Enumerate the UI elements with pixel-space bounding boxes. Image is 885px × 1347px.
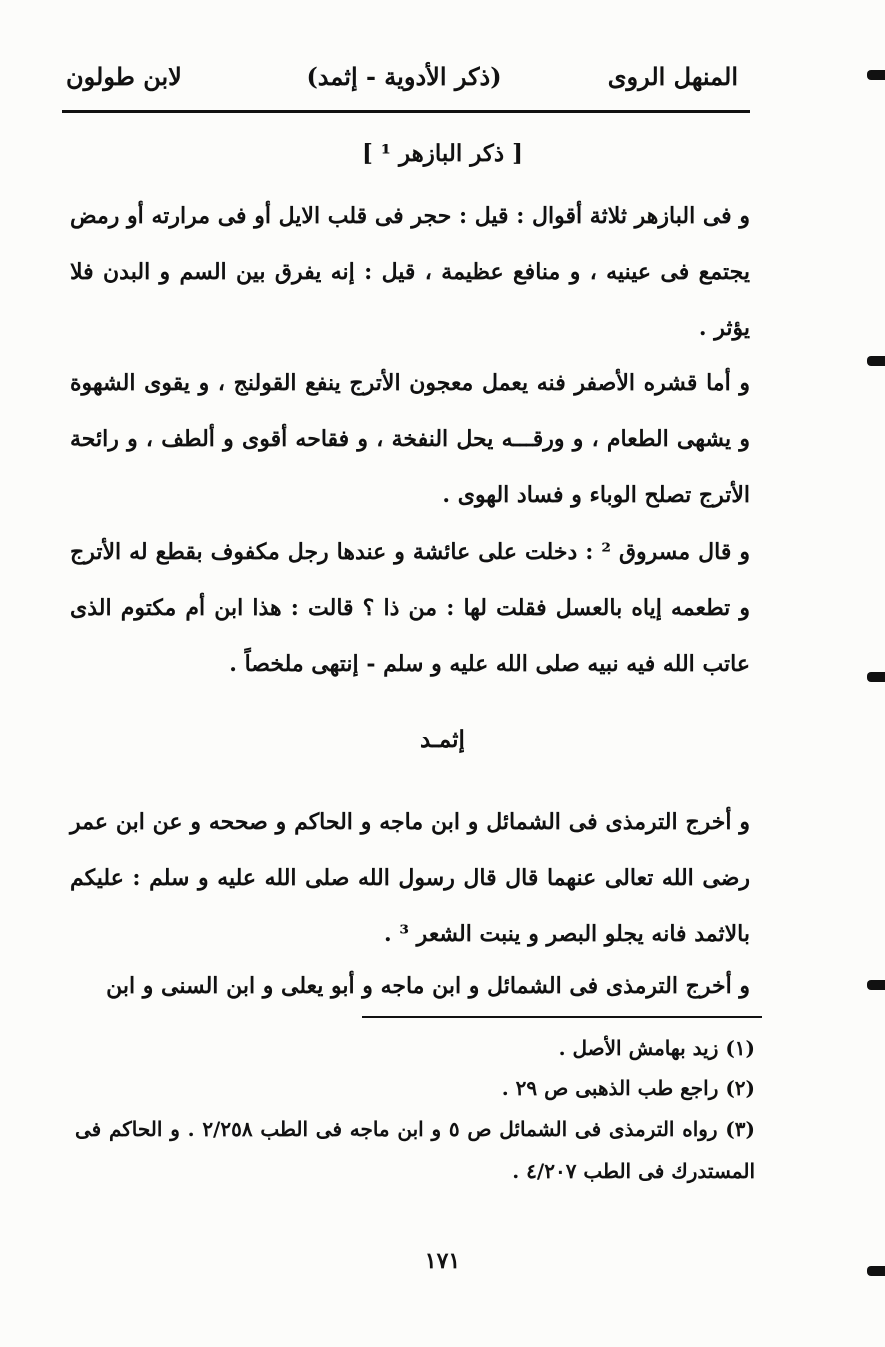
running-header (62, 62, 746, 102)
section-title-ithmid: إثمـد (420, 726, 465, 753)
header-book-title: المنهل الروى (607, 62, 738, 91)
paragraph: و أخرج الترمذى فى الشمائل و ابن ماجه و أبو يعلى و ابن السنى و ابن (106, 973, 750, 999)
paragraph: و قال مسروق ² : دخلت على عائشة و عندها رجل مكفوف بقطع له الأترج و تطعمه إياه بالعسل فقلت لها : من ذا ؟ قالت : هذا ابن أم مكتوم الذى عاتب الله فيه نبيه صلى الله عليه و سلم - إنتهى ملخصاً . (70, 539, 750, 677)
page-number: ١٧١ (424, 1248, 461, 1274)
footnotes (75, 1028, 755, 1192)
paragraph: و فى البازهر ثلاثة أقوال : قيل : حجر فى قلب الايل أو فى مرارته أو رمض يجتمع فى عينيه ، و منافع عظيمة ، قيل : إنه يفرق بين السم و البدن فلا يؤثر . (70, 203, 750, 341)
header-rule (62, 110, 750, 113)
paragraph: و أما قشره الأصفر فنه يعمل معجون الأترج ينفع القولنج ، و يقوى الشهوة و يشهى الطعام ، و ورقـــه يحل النفخة ، و فقاحه أقوى و ألطف ، و رائحة الأترج تصلح الوباء و فساد الهوى . (70, 370, 750, 508)
header-author: لابن طولون (66, 62, 182, 91)
footnote-1: (١) زيد بهامش الأصل . (558, 1036, 755, 1060)
binding-mark (867, 70, 885, 80)
section-title-bazahr: [ ذكر البازهر ¹ ] (361, 140, 524, 167)
footnote-rule (362, 1016, 762, 1018)
footnote-3: (٣) رواه الترمذى فى الشمائل ص ٥ و ابن ماجه فى الطب ٢/٢٥٨ . و الحاكم فى المستدرك فى الطب ٤/٢٠٧ . (75, 1117, 755, 1183)
paragraph: و أخرج الترمذى فى الشمائل و ابن ماجه و الحاكم و صححه و عن ابن عمر رضى الله تعالى عنهما قال قال رسول الله صلى الله عليه و سلم : عليكم بالاثمد فانه يجلو البصر و ينبت الشعر ³ . (70, 809, 750, 947)
binding-mark (867, 672, 885, 682)
binding-mark (867, 980, 885, 990)
binding-mark (867, 1266, 885, 1276)
header-section-title: (ذكر الأدوية - إثمد) (306, 62, 502, 91)
binding-mark (867, 356, 885, 366)
footnote-2: (٢) راجع طب الذهبى ص ٢٩ . (501, 1076, 755, 1100)
